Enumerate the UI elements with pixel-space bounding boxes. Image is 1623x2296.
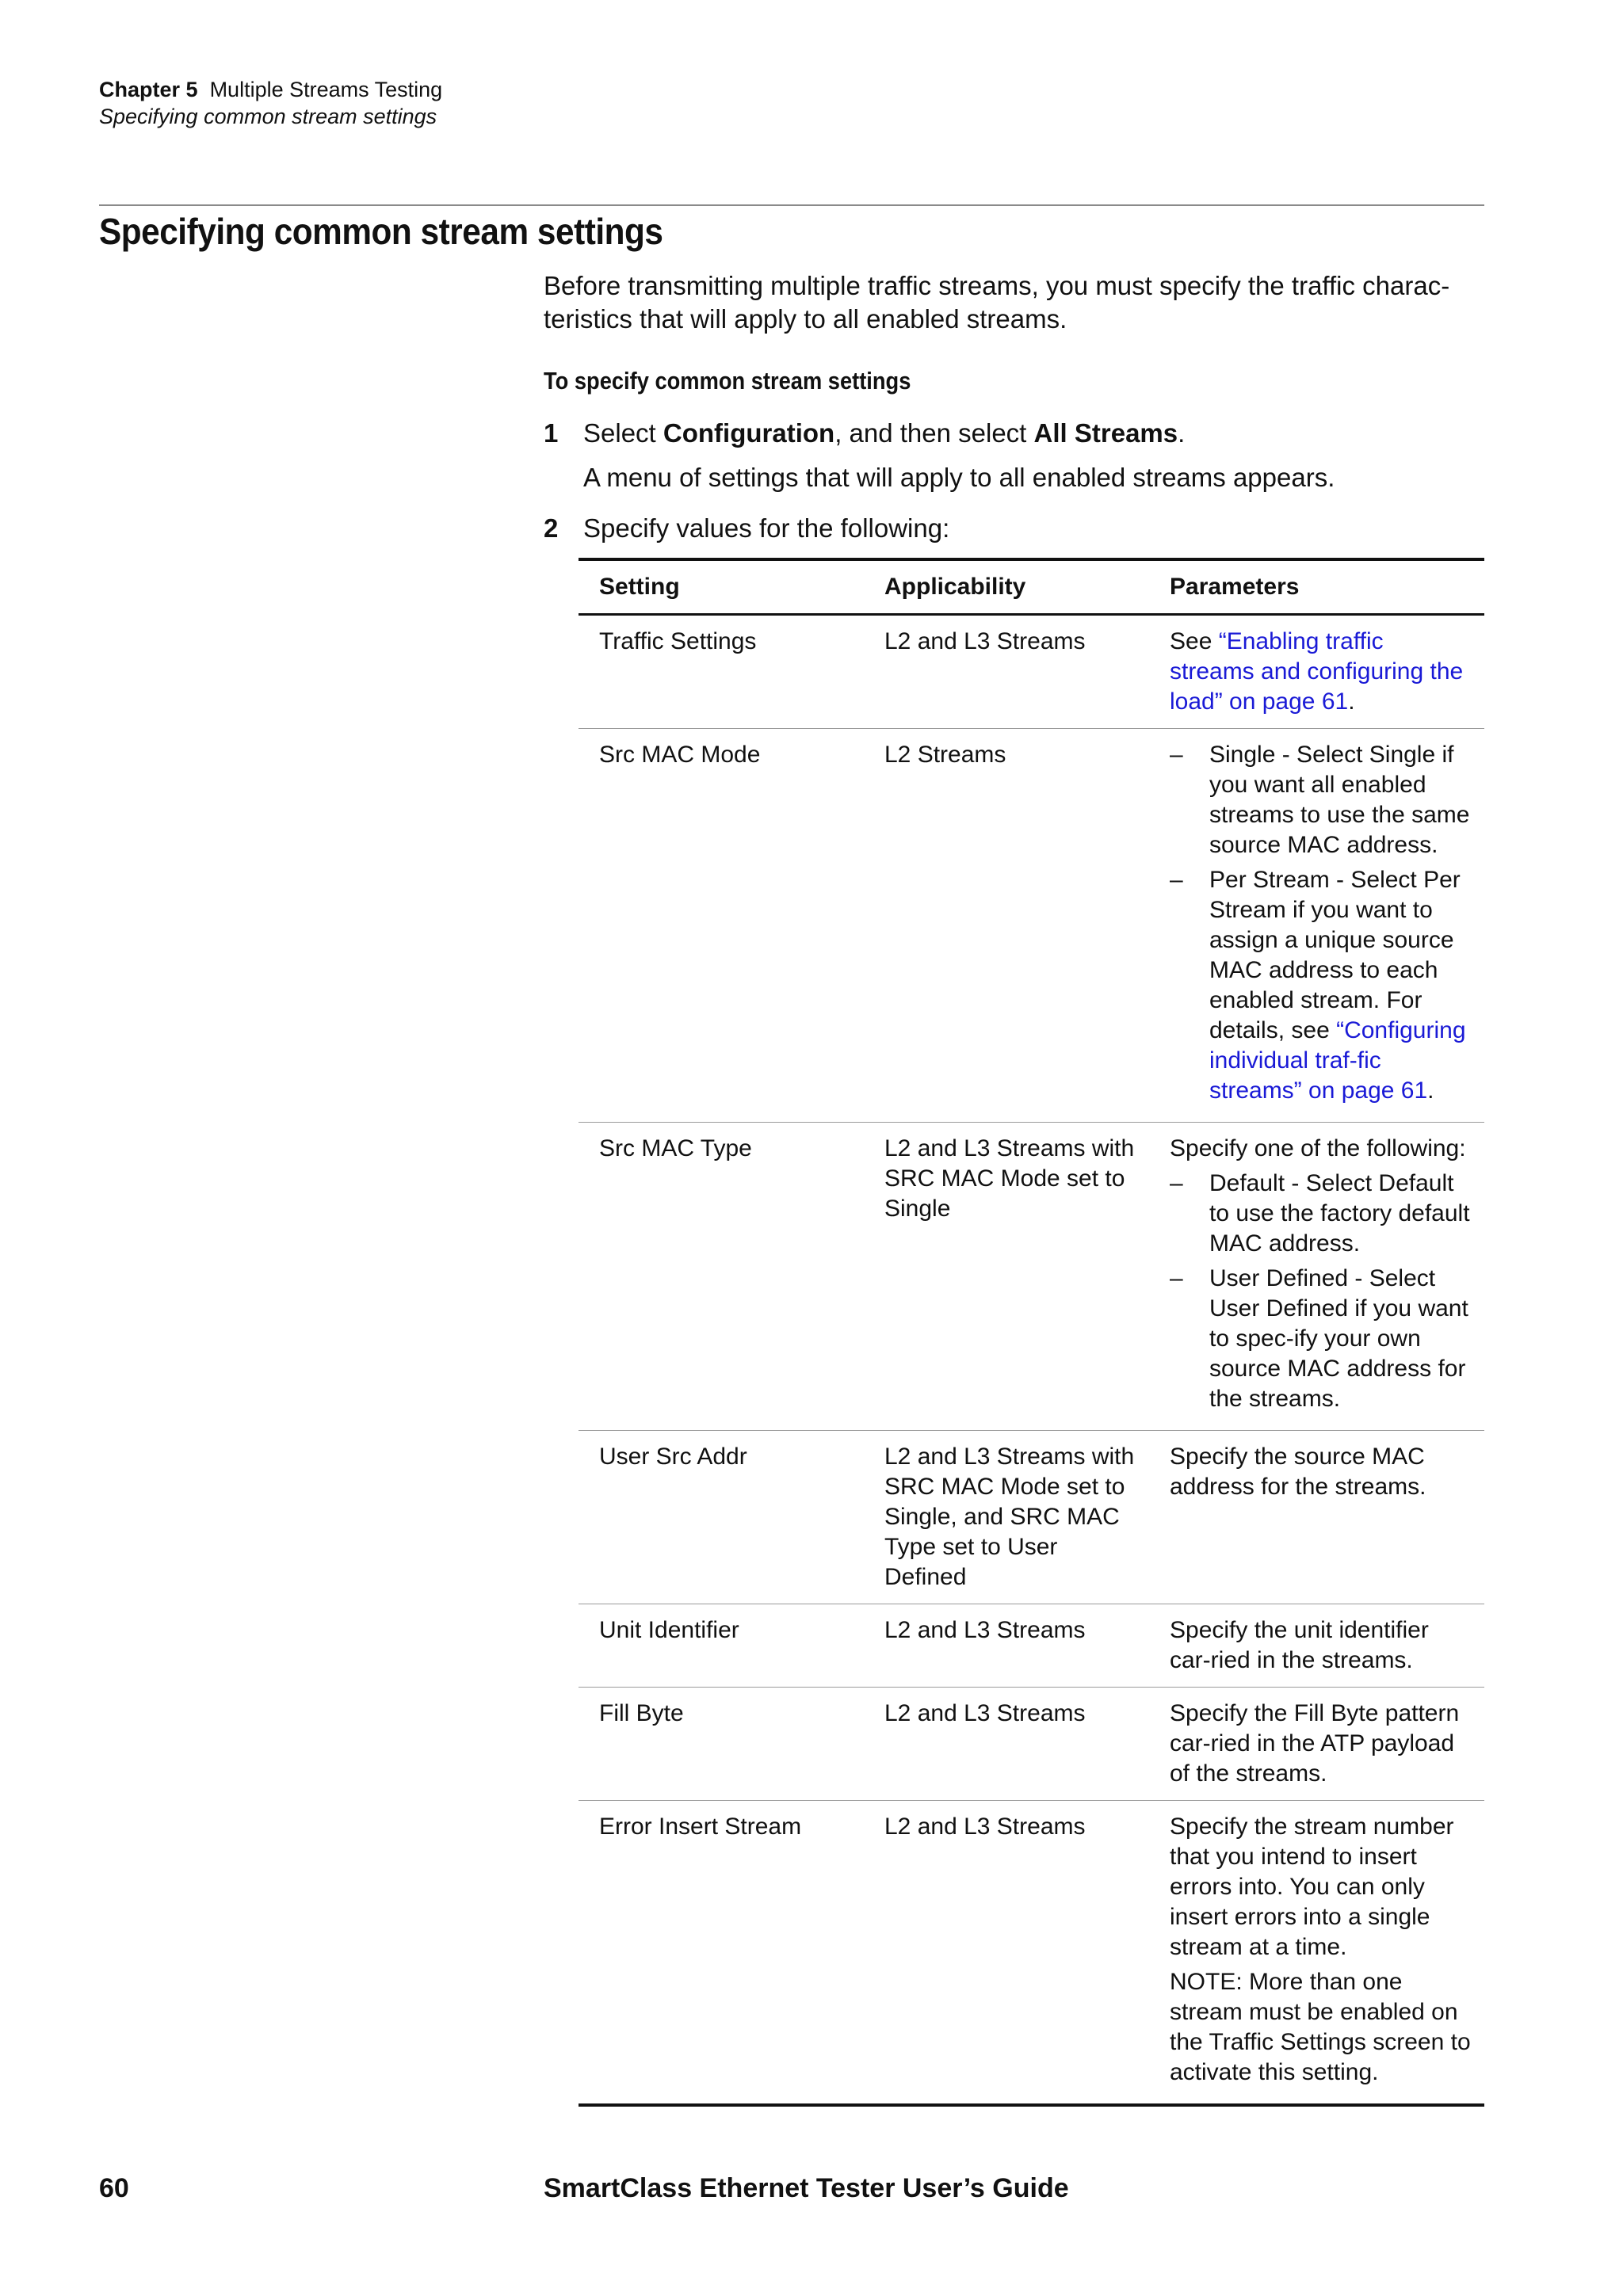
enabling-traffic-streams-link[interactable]: “Enabling traffic streams and configuring the load” on page 61 [1170,628,1464,715]
table-row [579,615,1484,729]
table-row [579,1604,1484,1688]
table-row [579,1123,1484,1431]
main-content [544,269,1484,2107]
section-title: Specifying common stream settings [99,211,663,252]
step-number: 1 [544,418,559,448]
chapter-title: Multiple Streams Testing [209,78,443,101]
bullet-text: Default - Select Default to use the factory default MAC address. [1209,1170,1470,1257]
settings-table [579,558,1484,2107]
applicability-cell: L2 and L3 Streams with SRC MAC Mode set to Single [864,1123,1149,1431]
parameters-note: NOTE: More than one stream must be enabled on the Traffic Settings screen to activate this setting. [1170,1969,1471,2085]
setting-cell: Traffic Settings [579,615,864,729]
applicability-cell: L2 and L3 Streams with SRC MAC Mode set to Single, and SRC MAC Type set to User Defined [864,1431,1149,1604]
dash-bullet: – [1170,1170,1183,1196]
parameters-cell [1149,1123,1484,1431]
chapter-label: Chapter 5 [99,78,198,101]
table-row [579,1688,1484,1801]
parameters-text: See [1170,628,1219,654]
step-2-text: Specify values for the following: [583,513,950,543]
setting-cell: Src MAC Mode [579,729,864,1123]
setting-cell: User Src Addr [579,1431,864,1604]
parameters-cell [1149,615,1484,729]
table-row [579,1431,1484,1604]
step-2 [544,512,1484,545]
parameters-text: Specify the stream number that you intend to insert errors into. You can only insert errors into a single stream at a time. [1170,1814,1454,1960]
setting-cell: Unit Identifier [579,1604,864,1688]
dash-bullet: – [1170,742,1183,768]
bullet-text: Per Stream - Select Per Stream if you want to assign a unique source MAC address to each enabled stream. For details, see [1209,867,1461,1043]
intro-paragraph: Before transmitting multiple traffic streams, you must specify the traffic charac-teristics that will apply to all enabled streams. [544,271,1450,334]
bullet-item [1170,740,1473,860]
parameters-cell: Specify the source MAC address for the streams. [1149,1431,1484,1604]
parameters-cell [1149,1801,1484,2106]
applicability-cell: L2 and L3 Streams [864,1688,1149,1801]
running-head-section: Specifying common stream settings [99,105,437,128]
configuring-individual-streams-link[interactable]: “Configuring individual traf-fic streams” on page 61 [1209,1017,1466,1104]
column-header-setting: Setting [579,559,864,615]
bullet-text-end: . [1427,1077,1434,1104]
applicability-cell: L2 Streams [864,729,1149,1123]
bullet-item [1170,1264,1473,1414]
all-streams-menu-label: All Streams [1033,418,1178,448]
procedure-heading: To specify common stream settings [544,367,911,395]
step-1-text-end: . [1178,418,1186,448]
parameters-cell: Specify the Fill Byte pattern car-ried in the ATP payload of the streams. [1149,1688,1484,1801]
setting-cell: Error Insert Stream [579,1801,864,2106]
table-row [579,729,1484,1123]
column-header-parameters: Parameters [1149,559,1484,615]
setting-cell: Src MAC Type [579,1123,864,1431]
section-rule [99,204,1484,206]
dash-bullet: – [1170,867,1183,893]
setting-cell: Fill Byte [579,1688,864,1801]
dash-bullet: – [1170,1265,1183,1291]
step-number: 2 [544,513,559,543]
book-title: SmartClass Ethernet Tester User’s Guide [544,2173,1069,2203]
step-1-text: Select [583,418,663,448]
parameters-cell [1149,729,1484,1123]
parameters-text-end: . [1348,688,1355,715]
parameters-intro: Specify one of the following: [1170,1135,1466,1161]
applicability-cell: L2 and L3 Streams [864,1604,1149,1688]
column-header-applicability: Applicability [864,559,1149,615]
table-row [579,1801,1484,2106]
applicability-cell: L2 and L3 Streams [864,1801,1149,2106]
step-1-text-middle: , and then select [834,418,1034,448]
bullet-item [1170,1169,1473,1259]
running-head [99,76,442,130]
table-header-row [579,559,1484,615]
bullet-item [1170,865,1473,1106]
bullet-text: User Defined - Select User Defined if you want to spec-ify your own source MAC address for the streams. [1209,1265,1468,1412]
configuration-menu-label: Configuration [663,418,835,448]
bullet-text: Single - Select Single if you want all enabled streams to use the same source MAC address. [1209,742,1470,858]
applicability-cell: L2 and L3 Streams [864,615,1149,729]
step-1-result: A menu of settings that will apply to all enabled streams appears. [583,463,1335,492]
parameters-cell: Specify the unit identifier car-ried in the streams. [1149,1604,1484,1688]
page-number: 60 [99,2173,129,2203]
step-1 [544,417,1484,494]
